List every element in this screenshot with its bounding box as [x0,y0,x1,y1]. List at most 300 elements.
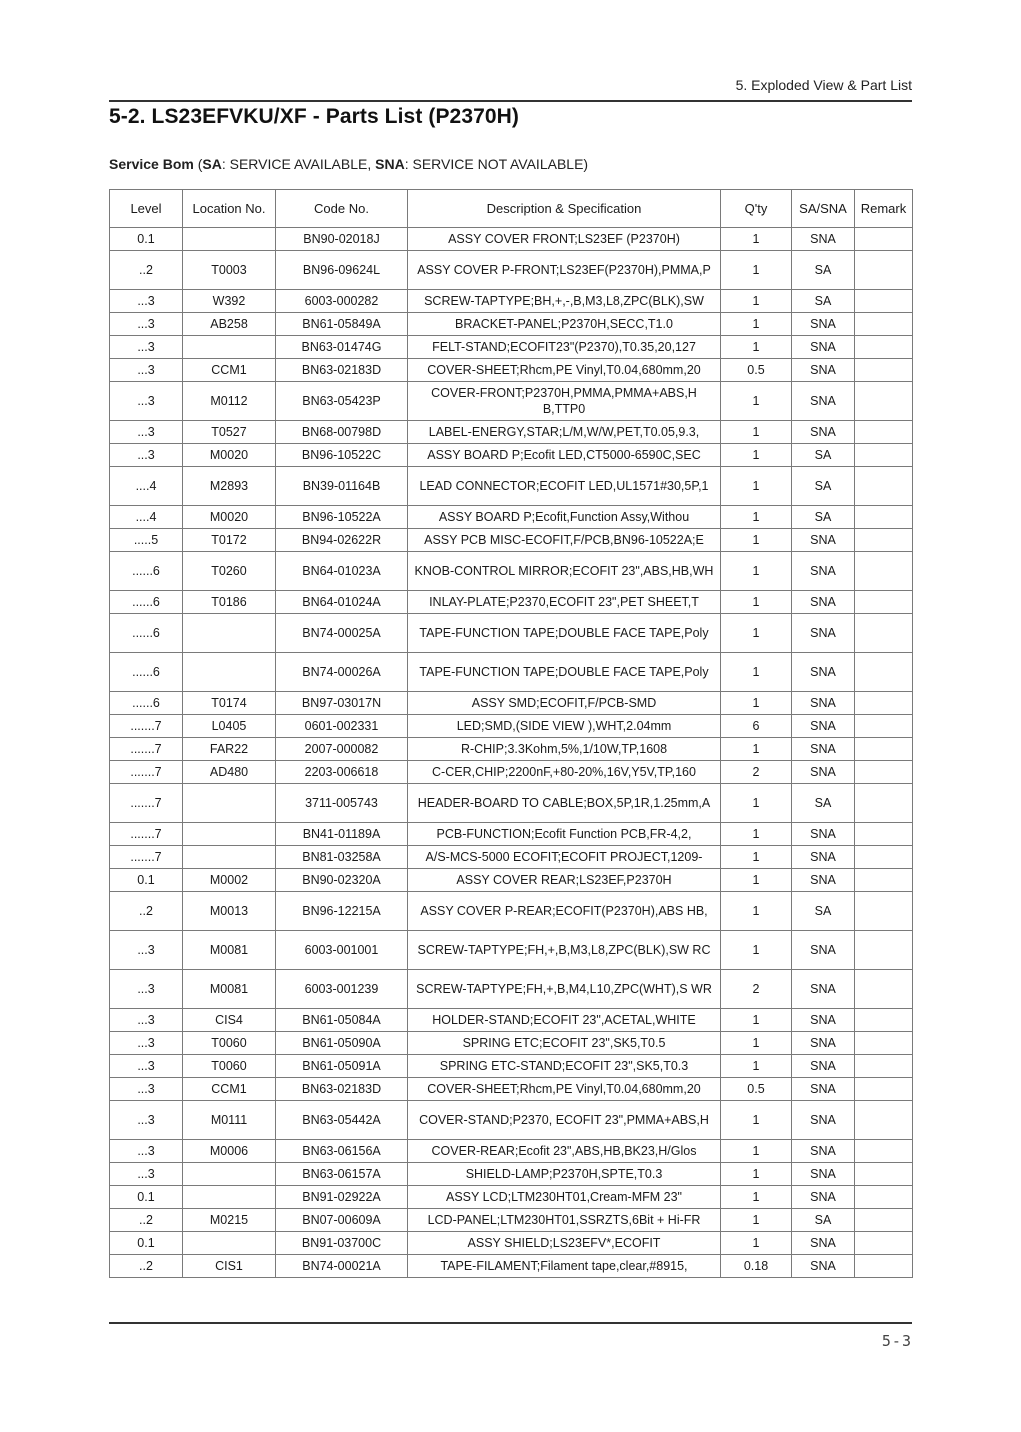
cell-code: BN90-02018J [276,228,408,251]
table-row [110,892,913,931]
cell-level: ...3 [110,1009,183,1032]
cell-location [183,1186,276,1209]
cell-description: ASSY COVER P-REAR;ECOFIT(P2370H),ABS HB, [408,892,721,931]
cell-remark [855,1009,913,1032]
table-row [110,1055,913,1078]
cell-remark [855,614,913,653]
cell-description: SPRING ETC;ECOFIT 23",SK5,T0.5 [408,1032,721,1055]
cell-level: ...3 [110,1055,183,1078]
page-number: 5-3 [881,1332,912,1350]
cell-qty: 1 [721,823,792,846]
cell-sa-sna: SNA [792,692,855,715]
table-row [110,1186,913,1209]
cell-description: ASSY PCB MISC-ECOFIT,F/PCB,BN96-10522A;E [408,529,721,552]
cell-remark [855,931,913,970]
cell-level: ..2 [110,1209,183,1232]
cell-location: T0060 [183,1032,276,1055]
cell-description: ASSY SMD;ECOFIT,F/PCB-SMD [408,692,721,715]
cell-qty: 1 [721,692,792,715]
cell-level: ..2 [110,1255,183,1278]
cell-code: BN68-00798D [276,421,408,444]
cell-qty: 1 [721,784,792,823]
table-row [110,1140,913,1163]
cell-code: BN96-10522C [276,444,408,467]
cell-qty: 1 [721,444,792,467]
cell-description: SCREW-TAPTYPE;BH,+,-,B,M3,L8,ZPC(BLK),SW [408,290,721,313]
cell-code: 6003-000282 [276,290,408,313]
cell-description: SPRING ETC-STAND;ECOFIT 23",SK5,T0.3 [408,1055,721,1078]
cell-code: BN63-02183D [276,359,408,382]
cell-level: ...3 [110,1140,183,1163]
cell-sa-sna: SA [792,290,855,313]
cell-description: PCB-FUNCTION;Ecofit Function PCB,FR-4,2, [408,823,721,846]
cell-sa-sna: SNA [792,970,855,1009]
cell-location: W392 [183,290,276,313]
cell-remark [855,869,913,892]
cell-level: .......7 [110,761,183,784]
cell-qty: 1 [721,290,792,313]
cell-remark [855,823,913,846]
cell-location: M0215 [183,1209,276,1232]
cell-location: T0260 [183,552,276,591]
cell-sa-sna: SNA [792,761,855,784]
cell-remark [855,228,913,251]
cell-description: LABEL-ENERGY,STAR;L/M,W/W,PET,T0.05,9.3, [408,421,721,444]
cell-location [183,336,276,359]
table-row [110,1255,913,1278]
cell-level: ...3 [110,290,183,313]
cell-level: ...3 [110,1101,183,1140]
cell-description: COVER-REAR;Ecofit 23",ABS,HB,BK23,H/Glos [408,1140,721,1163]
cell-qty: 1 [721,421,792,444]
cell-sa-sna: SNA [792,715,855,738]
table-row [110,228,913,251]
cell-sa-sna: SNA [792,1232,855,1255]
cell-description: INLAY-PLATE;P2370,ECOFIT 23",PET SHEET,T [408,591,721,614]
cell-sa-sna: SNA [792,846,855,869]
table-row [110,506,913,529]
cell-level: ...3 [110,1078,183,1101]
cell-sa-sna: SA [792,467,855,506]
cell-sa-sna: SA [792,444,855,467]
cell-location: M0111 [183,1101,276,1140]
page-title: 5-2. LS23EFVKU/XF - Parts List (P2370H) [109,105,520,128]
cell-remark [855,421,913,444]
service-bom-legend [109,156,588,172]
cell-code: 2007-000082 [276,738,408,761]
cell-location: L0405 [183,715,276,738]
cell-description: HEADER-BOARD TO CABLE;BOX,5P,1R,1.25mm,A [408,784,721,823]
cell-qty: 1 [721,1032,792,1055]
cell-description: C-CER,CHIP;2200nF,+80-20%,16V,Y5V,TP,160 [408,761,721,784]
cell-remark [855,846,913,869]
cell-location: M0006 [183,1140,276,1163]
cell-code: BN96-10522A [276,506,408,529]
cell-code: BN97-03017N [276,692,408,715]
cell-description: R-CHIP;3.3Kohm,5%,1/10W,TP,1608 [408,738,721,761]
table-row [110,421,913,444]
cell-location [183,1232,276,1255]
cell-sa-sna: SNA [792,869,855,892]
cell-qty: 1 [721,529,792,552]
cell-sa-sna: SNA [792,228,855,251]
cell-qty: 1 [721,591,792,614]
cell-level: .......7 [110,823,183,846]
cell-location: T0172 [183,529,276,552]
title-divider [109,100,912,102]
cell-qty: 1 [721,892,792,931]
cell-qty: 1 [721,1055,792,1078]
cell-qty: 6 [721,715,792,738]
cell-qty: 1 [721,846,792,869]
cell-sa-sna: SNA [792,359,855,382]
cell-code: 2203-006618 [276,761,408,784]
cell-location: T0186 [183,591,276,614]
cell-remark [855,591,913,614]
cell-qty: 1 [721,1209,792,1232]
cell-sa-sna: SNA [792,421,855,444]
table-row [110,382,913,421]
table-row [110,591,913,614]
cell-code: 6003-001239 [276,970,408,1009]
cell-level: ......6 [110,552,183,591]
cell-sa-sna: SNA [792,591,855,614]
cell-description: FELT-STAND;ECOFIT23"(P2370),T0.35,20,127 [408,336,721,359]
cell-description: A/S-MCS-5000 ECOFIT;ECOFIT PROJECT,1209- [408,846,721,869]
cell-qty: 1 [721,1186,792,1209]
cell-description: ASSY BOARD P;Ecofit,Function Assy,Withou [408,506,721,529]
cell-qty: 1 [721,1101,792,1140]
cell-sa-sna: SNA [792,931,855,970]
cell-location: T0174 [183,692,276,715]
cell-remark [855,313,913,336]
cell-location: AD480 [183,761,276,784]
table-row [110,970,913,1009]
cell-location: M0020 [183,444,276,467]
cell-location [183,614,276,653]
cell-description: ASSY BOARD P;Ecofit LED,CT5000-6590C,SEC [408,444,721,467]
cell-code: BN94-02622R [276,529,408,552]
cell-remark [855,336,913,359]
cell-sa-sna: SNA [792,738,855,761]
cell-sa-sna: SNA [792,1078,855,1101]
cell-remark [855,251,913,290]
table-row [110,552,913,591]
table-row [110,1032,913,1055]
cell-code: BN91-02922A [276,1186,408,1209]
cell-description: ASSY COVER P-FRONT;LS23EF(P2370H),PMMA,P [408,251,721,290]
cell-qty: 1 [721,653,792,692]
cell-description: TAPE-FUNCTION TAPE;DOUBLE FACE TAPE,Poly [408,653,721,692]
table-row [110,1009,913,1032]
cell-code: BN96-09624L [276,251,408,290]
cell-level: ..2 [110,251,183,290]
col-header-remark: Remark [855,190,913,228]
cell-level: ..2 [110,892,183,931]
cell-code: 3711-005743 [276,784,408,823]
cell-qty: 1 [721,313,792,336]
cell-location [183,823,276,846]
cell-description: LED;SMD,(SIDE VIEW ),WHT,2.04mm [408,715,721,738]
cell-level: ......6 [110,614,183,653]
cell-remark [855,1209,913,1232]
cell-description: HOLDER-STAND;ECOFIT 23",ACETAL,WHITE [408,1009,721,1032]
cell-code: BN63-01474G [276,336,408,359]
col-header-sa-sna: SA/SNA [792,190,855,228]
cell-code: BN91-03700C [276,1232,408,1255]
table-row [110,784,913,823]
cell-sa-sna: SNA [792,653,855,692]
cell-code: BN61-05090A [276,1032,408,1055]
cell-qty: 1 [721,614,792,653]
cell-code: BN63-05442A [276,1101,408,1140]
table-row [110,290,913,313]
cell-level: .......7 [110,738,183,761]
cell-location: M2893 [183,467,276,506]
cell-level: ...3 [110,336,183,359]
table-row [110,931,913,970]
cell-location: FAR22 [183,738,276,761]
cell-code: BN61-05849A [276,313,408,336]
cell-level: 0.1 [110,869,183,892]
cell-level: .....5 [110,529,183,552]
legend-sa-code: SA [202,156,222,172]
cell-description: TAPE-FILAMENT;Filament tape,clear,#8915, [408,1255,721,1278]
cell-description: COVER-SHEET;Rhcm,PE Vinyl,T0.04,680mm,20 [408,359,721,382]
cell-remark [855,382,913,421]
cell-location: M0020 [183,506,276,529]
cell-remark [855,529,913,552]
cell-level: ......6 [110,591,183,614]
cell-level: ....4 [110,467,183,506]
cell-description: SCREW-TAPTYPE;FH,+,B,M3,L8,ZPC(BLK),SW RC [408,931,721,970]
cell-sa-sna: SNA [792,614,855,653]
cell-qty: 2 [721,970,792,1009]
cell-location [183,784,276,823]
cell-qty: 1 [721,251,792,290]
table-row [110,761,913,784]
cell-location: CIS1 [183,1255,276,1278]
cell-level: ...3 [110,1163,183,1186]
cell-qty: 1 [721,336,792,359]
cell-level: ...3 [110,313,183,336]
cell-location: M0002 [183,869,276,892]
parts-table-body [110,228,913,1278]
parts-list-table [109,189,913,1278]
cell-level: ......6 [110,653,183,692]
cell-location [183,653,276,692]
cell-description: LEAD CONNECTOR;ECOFIT LED,UL1571#30,5P,1 [408,467,721,506]
cell-location: M0081 [183,931,276,970]
cell-sa-sna: SNA [792,1101,855,1140]
cell-code: BN39-01164B [276,467,408,506]
table-row [110,1209,913,1232]
cell-level: ...3 [110,382,183,421]
table-row [110,467,913,506]
cell-sa-sna: SNA [792,1140,855,1163]
cell-description: COVER-SHEET;Rhcm,PE Vinyl,T0.04,680mm,20 [408,1078,721,1101]
cell-qty: 1 [721,506,792,529]
legend-sna-desc: : SERVICE NOT AVAILABLE) [404,156,589,172]
cell-qty: 0.18 [721,1255,792,1278]
table-row [110,823,913,846]
cell-level: ......6 [110,692,183,715]
cell-remark [855,552,913,591]
cell-sa-sna: SNA [792,552,855,591]
cell-qty: 1 [721,1009,792,1032]
cell-location: M0013 [183,892,276,931]
cell-level: ...3 [110,359,183,382]
cell-code: BN63-02183D [276,1078,408,1101]
service-bom-label: Service Bom [109,156,194,172]
cell-sa-sna: SNA [792,313,855,336]
cell-location: T0060 [183,1055,276,1078]
cell-code: BN63-06157A [276,1163,408,1186]
cell-remark [855,506,913,529]
table-row [110,869,913,892]
cell-remark [855,1032,913,1055]
col-header-code: Code No. [276,190,408,228]
cell-level: 0.1 [110,228,183,251]
cell-remark [855,692,913,715]
table-row [110,1101,913,1140]
cell-qty: 1 [721,1163,792,1186]
cell-description: LCD-PANEL;LTM230HT01,SSRZTS,6Bit + Hi-FR [408,1209,721,1232]
cell-remark [855,444,913,467]
table-header-row [110,190,913,228]
cell-level: .......7 [110,715,183,738]
table-row [110,1232,913,1255]
cell-description: COVER-STAND;P2370, ECOFIT 23",PMMA+ABS,H [408,1101,721,1140]
cell-qty: 1 [721,1232,792,1255]
table-row [110,614,913,653]
cell-sa-sna: SNA [792,1009,855,1032]
cell-level: ...3 [110,421,183,444]
cell-code: BN74-00026A [276,653,408,692]
legend-sa-desc: : SERVICE AVAILABLE, [221,156,376,172]
col-header-location: Location No. [183,190,276,228]
cell-code: BN63-05423P [276,382,408,421]
cell-remark [855,1101,913,1140]
cell-description: ASSY SHIELD;LS23EFV*,ECOFIT [408,1232,721,1255]
col-header-level: Level [110,190,183,228]
cell-level: ...3 [110,931,183,970]
cell-location [183,1163,276,1186]
cell-sa-sna: SNA [792,529,855,552]
cell-qty: 1 [721,467,792,506]
cell-remark [855,1255,913,1278]
cell-code: BN63-06156A [276,1140,408,1163]
cell-sa-sna: SNA [792,1255,855,1278]
cell-remark [855,1078,913,1101]
cell-qty: 0.5 [721,359,792,382]
cell-level: 0.1 [110,1186,183,1209]
table-row [110,1078,913,1101]
cell-sa-sna: SNA [792,823,855,846]
cell-remark [855,892,913,931]
cell-description: KNOB-CONTROL MIRROR;ECOFIT 23",ABS,HB,WH [408,552,721,591]
cell-level: ...3 [110,1032,183,1055]
cell-remark [855,784,913,823]
table-row [110,692,913,715]
cell-location: CCM1 [183,1078,276,1101]
table-row [110,313,913,336]
cell-qty: 1 [721,931,792,970]
cell-level: ...3 [110,970,183,1009]
cell-qty: 2 [721,761,792,784]
cell-location: T0527 [183,421,276,444]
cell-remark [855,1186,913,1209]
cell-code: BN90-02320A [276,869,408,892]
cell-description: SHIELD-LAMP;P2370H,SPTE,T0.3 [408,1163,721,1186]
cell-remark [855,1055,913,1078]
cell-location: CIS4 [183,1009,276,1032]
cell-sa-sna: SNA [792,1032,855,1055]
cell-level: ....4 [110,506,183,529]
cell-sa-sna: SA [792,506,855,529]
cell-sa-sna: SA [792,784,855,823]
cell-remark [855,1163,913,1186]
cell-qty: 1 [721,382,792,421]
cell-code: BN74-00021A [276,1255,408,1278]
cell-level: .......7 [110,784,183,823]
table-row [110,251,913,290]
cell-qty: 1 [721,228,792,251]
cell-location: AB258 [183,313,276,336]
section-label: 5. Exploded View & Part List [735,77,912,93]
cell-description: ASSY LCD;LTM230HT01,Cream-MFM 23" [408,1186,721,1209]
cell-sa-sna: SA [792,251,855,290]
table-row [110,336,913,359]
cell-description: BRACKET-PANEL;P2370H,SECC,T1.0 [408,313,721,336]
cell-remark [855,290,913,313]
cell-sa-sna: SNA [792,1163,855,1186]
table-row [110,444,913,467]
cell-location: M0112 [183,382,276,421]
cell-code: 6003-001001 [276,931,408,970]
cell-qty: 0.5 [721,1078,792,1101]
cell-remark [855,738,913,761]
table-row [110,359,913,382]
cell-level: .......7 [110,846,183,869]
col-header-description: Description & Specification [408,190,721,228]
cell-remark [855,761,913,784]
cell-description: ASSY COVER REAR;LS23EF,P2370H [408,869,721,892]
table-row [110,1163,913,1186]
cell-code: BN81-03258A [276,846,408,869]
cell-description: TAPE-FUNCTION TAPE;DOUBLE FACE TAPE,Poly [408,614,721,653]
cell-code: BN64-01023A [276,552,408,591]
cell-location [183,846,276,869]
cell-location: M0081 [183,970,276,1009]
cell-qty: 1 [721,1140,792,1163]
cell-code: BN41-01189A [276,823,408,846]
cell-remark [855,1232,913,1255]
cell-code: 0601-002331 [276,715,408,738]
cell-remark [855,653,913,692]
cell-description: ASSY COVER FRONT;LS23EF (P2370H) [408,228,721,251]
cell-qty: 1 [721,552,792,591]
cell-qty: 1 [721,738,792,761]
cell-code: BN61-05084A [276,1009,408,1032]
cell-remark [855,1140,913,1163]
cell-location: CCM1 [183,359,276,382]
table-row [110,529,913,552]
cell-sa-sna: SA [792,1209,855,1232]
cell-code: BN74-00025A [276,614,408,653]
cell-code: BN07-00609A [276,1209,408,1232]
cell-code: BN61-05091A [276,1055,408,1078]
